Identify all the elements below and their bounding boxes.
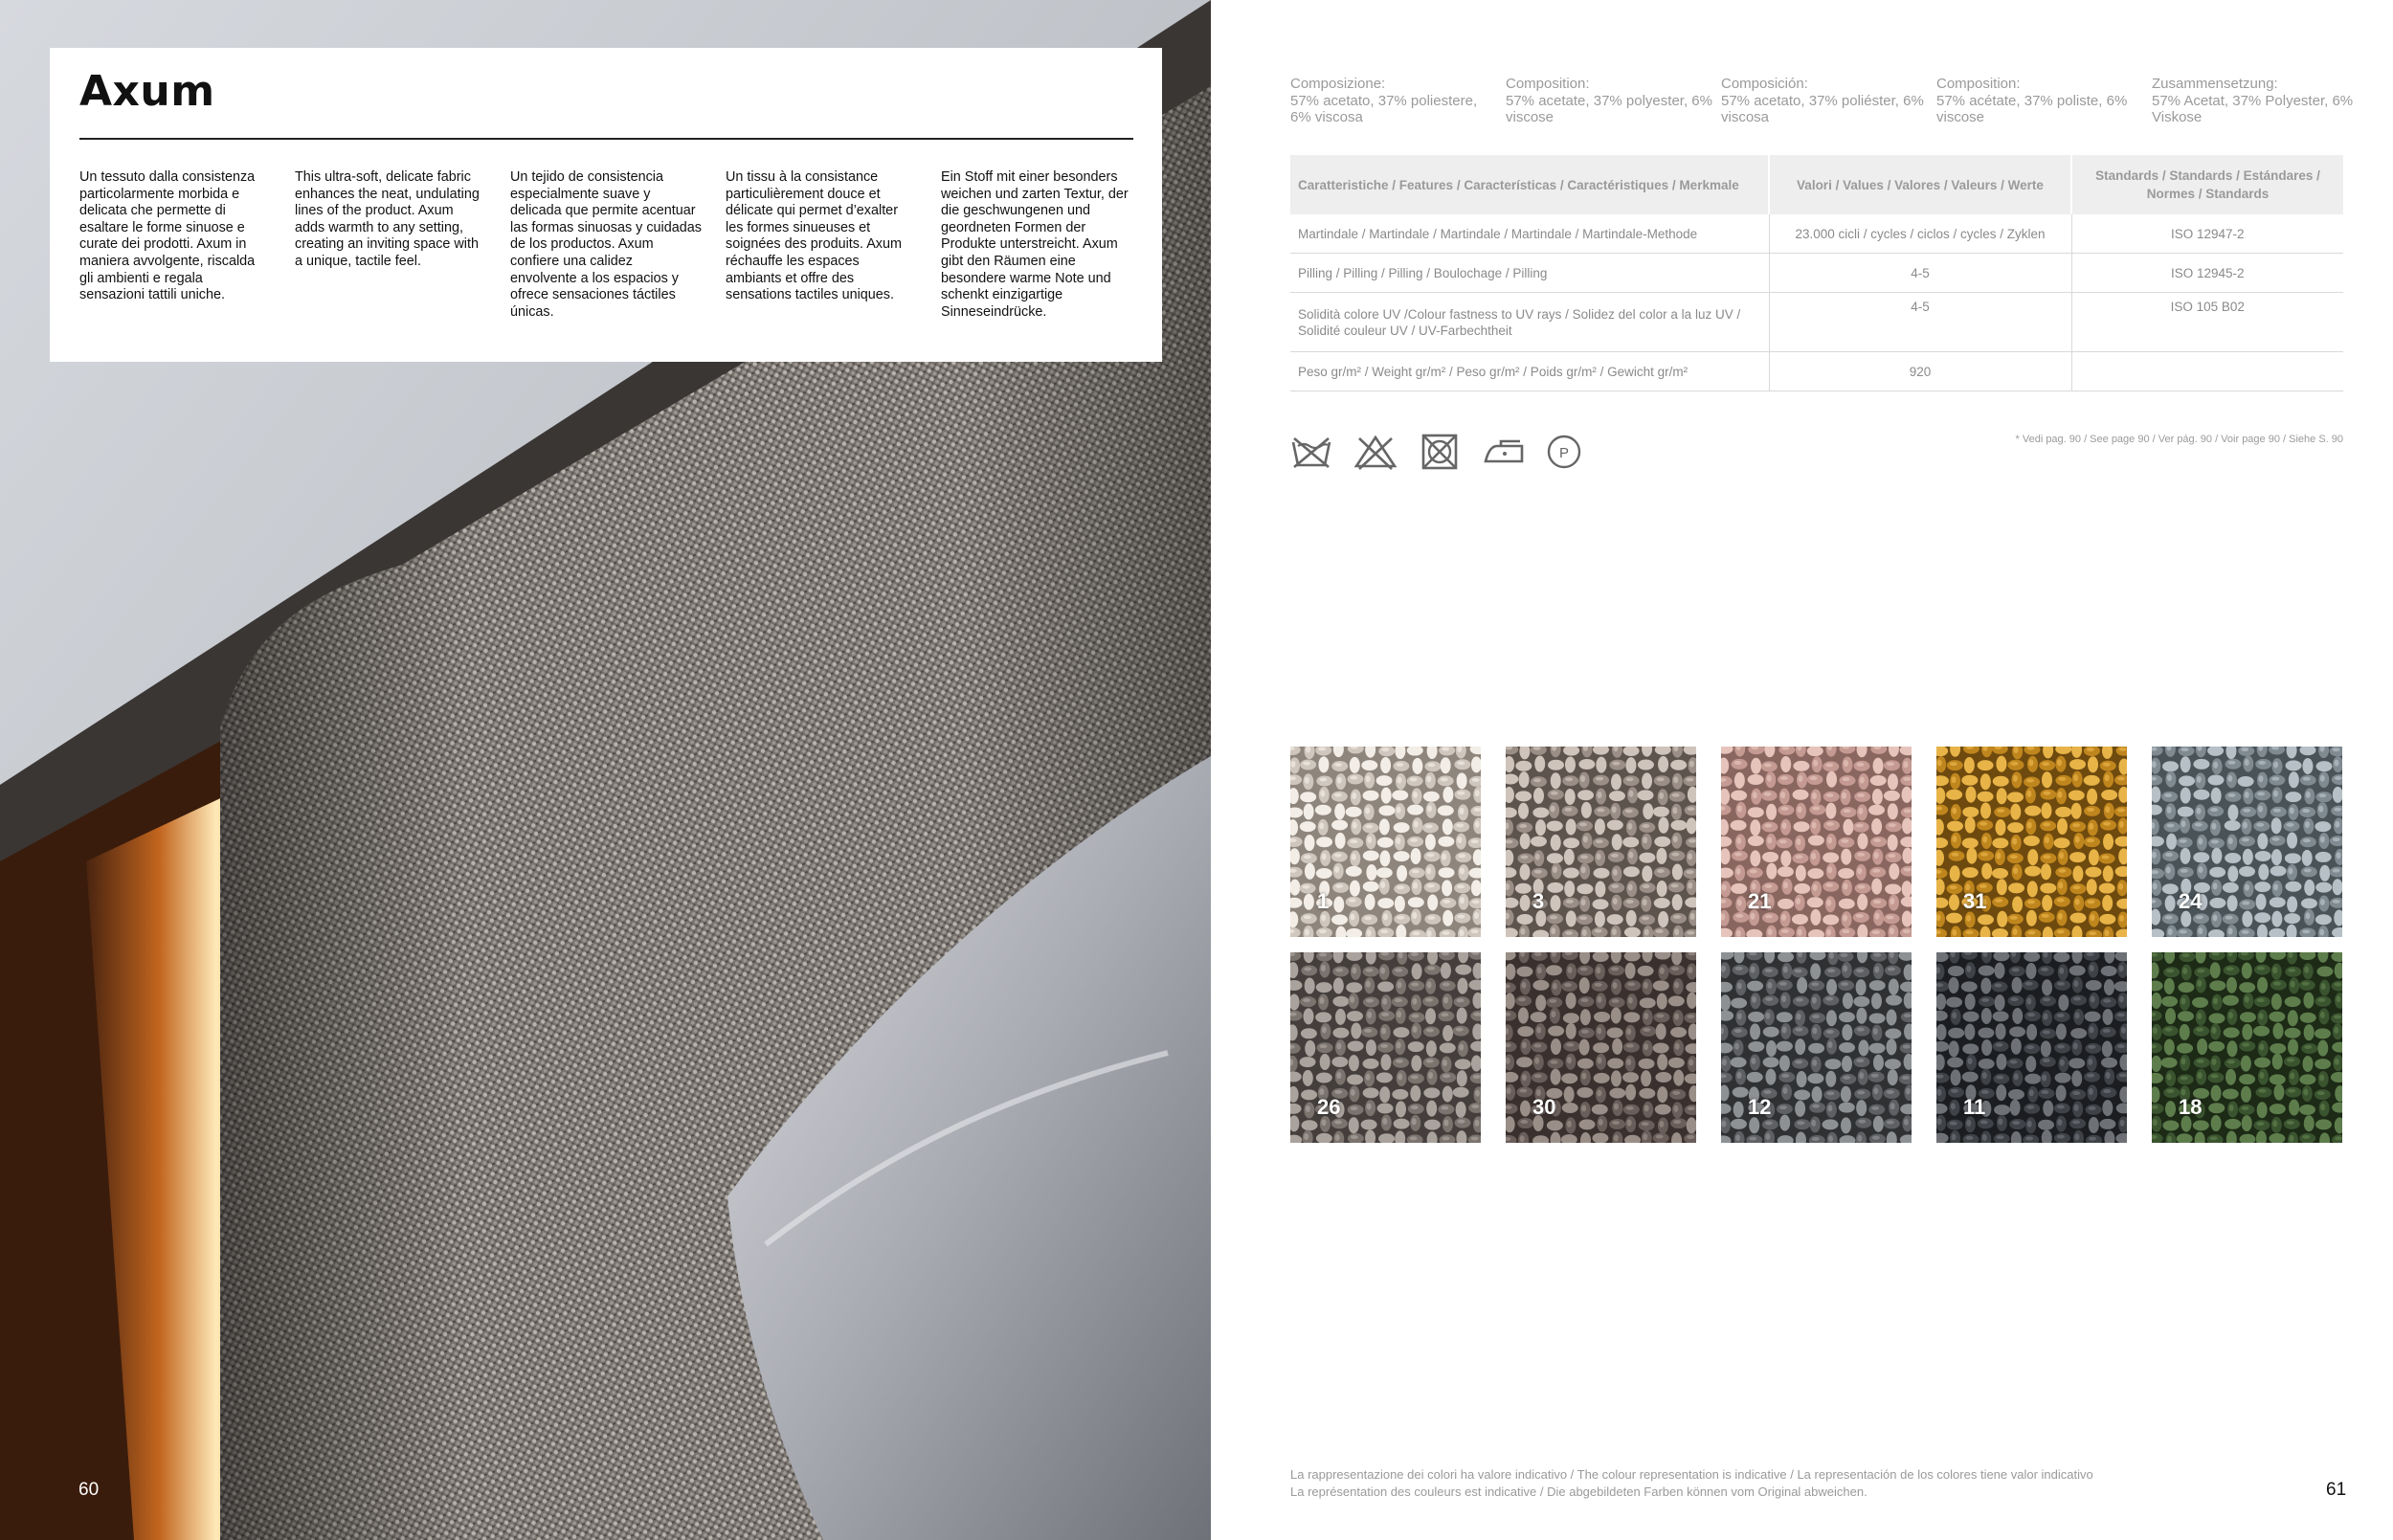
cell-feature: Solidità colore UV /Colour fastness to UV rays / Solidez del color a la luz UV / Solidité couleur UV / UV-Farbechtheit: [1290, 293, 1769, 352]
table-row: [1290, 293, 2343, 352]
fabric-title: Axum: [79, 67, 215, 116]
composition-de: [2152, 76, 2362, 126]
swatch-code: 24: [2179, 889, 2203, 913]
swatch-code: 30: [1532, 1095, 1556, 1119]
composition-label: Composición:: [1721, 76, 1808, 92]
swatch-code: 26: [1317, 1095, 1341, 1119]
header-standards: Standards / Standards / Estándares / Normes / Standards: [2071, 155, 2343, 214]
swatch-tile[interactable]: [1721, 952, 1912, 1143]
swatch-code: 21: [1748, 889, 1772, 913]
cell-feature: Martindale / Martindale / Martindale / Martindale / Martindale-Methode: [1290, 214, 1769, 254]
no-wash-icon: [1290, 433, 1332, 471]
swatch-code: 11: [1963, 1095, 1986, 1119]
intro-box: [50, 48, 1162, 362]
swatch-tile[interactable]: [2152, 747, 2342, 937]
swatch-code: 1: [1317, 889, 1330, 913]
composition-value: 57% acetato, 37% poliéster, 6% viscosa: [1721, 92, 1924, 125]
composition-en: [1506, 76, 1716, 126]
description-fr: Un tissu à la consistance particulièrement douce et délicate qui permet d’exalter les formes sinueuses et soignées des produits. Axum réchauffe les espaces ambiants et offre des sensations tactiles uniques.: [726, 169, 902, 303]
swatch-tile[interactable]: [2152, 952, 2342, 1143]
composition-it: [1290, 76, 1501, 126]
description-it: Un tessuto dalla consistenza particolarmente morbida e delicata che permette di esaltare le forme sinuose e curate dei prodotti. Axum in maniera avvolgente, riscalda gli ambienti e regala sensazioni tattili uniche.: [79, 169, 256, 303]
header-values: Valori / Values / Valores / Valeurs / Werte: [1769, 155, 2071, 214]
iron-low-icon: [1482, 433, 1526, 471]
composition-label: Composition:: [1506, 76, 1590, 92]
specs-table: [1290, 155, 2343, 391]
dry-clean-letter: P: [1558, 445, 1570, 461]
composition-value: 57% acétate, 37% poliste, 6% viscose: [1936, 92, 2128, 125]
disclaimer-line: La représentation des couleurs est indicative / Die abgebildeten Farben können vom Original abweichen.: [1290, 1484, 1867, 1499]
swatch-tile[interactable]: [1936, 747, 2127, 937]
header-features: Caratteristiche / Features / Características / Caractéristiques / Merkmale: [1290, 155, 1769, 214]
table-row: [1290, 254, 2343, 293]
disclaimer-line: La rappresentazione dei colori ha valore indicativo / The colour representation is indicative / La representación de los colores tiene valor indicativo: [1290, 1467, 2093, 1482]
description-es: Un tejido de consistencia especialmente suave y delicada que permite acentuar las formas sinuosas y cuidadas de los productos. Axum confiere una calidez envolvente a los espacios y ofrece sensaciones táctiles únicas.: [510, 169, 702, 320]
swatch-code: 3: [1532, 889, 1545, 913]
cell-value: 23.000 cicli / cycles / ciclos / cycles / Zyklen: [1769, 214, 2071, 254]
swatch-tile[interactable]: [1506, 747, 1696, 937]
cell-feature: Pilling / Pilling / Pilling / Boulochage / Pilling: [1290, 254, 1769, 293]
table-row: [1290, 214, 2343, 254]
swatch-tile[interactable]: [1721, 747, 1912, 937]
cell-value: 4-5: [1769, 293, 2071, 352]
swatch-tile[interactable]: [1506, 952, 1696, 1143]
cell-standard: ISO 12945-2: [2071, 254, 2343, 293]
description-de: Ein Stoff mit einer besonders weichen und zarten Textur, der die geschwungenen und geordneten Formen der Produkte unterstreicht. Axum gibt den Räumen eine besondere warme Note und schenkt einzigartige Sinneseindrücke.: [941, 169, 1129, 320]
composition-value: 57% acetate, 37% polyester, 6% viscose: [1506, 92, 1712, 125]
table-row: [1290, 352, 2343, 391]
no-tumble-dry-icon: [1420, 433, 1459, 471]
cell-standard: [2071, 352, 2343, 391]
color-disclaimer: [1290, 1466, 2248, 1501]
page-number-right: 61: [2326, 1480, 2347, 1500]
swatch-tile[interactable]: [1290, 747, 1481, 937]
title-divider: [79, 138, 1133, 140]
swatch-code: 31: [1963, 889, 1987, 913]
composition-label: Zusammensetzung:: [2152, 76, 2278, 92]
dry-clean-p-icon: [1545, 433, 1583, 471]
composition-value: 57% Acetat, 37% Polyester, 6% Viskose: [2152, 92, 2354, 125]
swatch-tile[interactable]: [1936, 952, 2127, 1143]
swatch-tile[interactable]: [1290, 952, 1481, 1143]
see-page-note: * Vedi pag. 90 / See page 90 / Ver pág. 90 / Voir page 90 / Siehe S. 90: [2015, 434, 2343, 445]
composition-es: [1721, 76, 1932, 126]
composition-label: Composizione:: [1290, 76, 1386, 92]
cell-value: 920: [1769, 352, 2071, 391]
composition-fr: [1936, 76, 2147, 126]
cell-feature: Peso gr/m² / Weight gr/m² / Peso gr/m² / Poids gr/m² / Gewicht gr/m²: [1290, 352, 1769, 391]
page-number-left: 60: [78, 1480, 100, 1500]
swatch-code: 12: [1748, 1095, 1772, 1119]
cell-standard: ISO 105 B02: [2071, 293, 2343, 352]
description-en: This ultra-soft, delicate fabric enhances the neat, undulating lines of the product. Axum adds warmth to any setting, creating an inviting space with a unique, tactile feel.: [295, 169, 480, 269]
table-header-row: [1290, 155, 2343, 214]
cell-value: 4-5: [1769, 254, 2071, 293]
cell-standard: ISO 12947-2: [2071, 214, 2343, 254]
composition-label: Composition:: [1936, 76, 2021, 92]
composition-value: 57% acetato, 37% poliestere, 6% viscosa: [1290, 92, 1478, 125]
swatch-code: 18: [2179, 1095, 2203, 1119]
no-bleach-icon: [1353, 433, 1398, 471]
